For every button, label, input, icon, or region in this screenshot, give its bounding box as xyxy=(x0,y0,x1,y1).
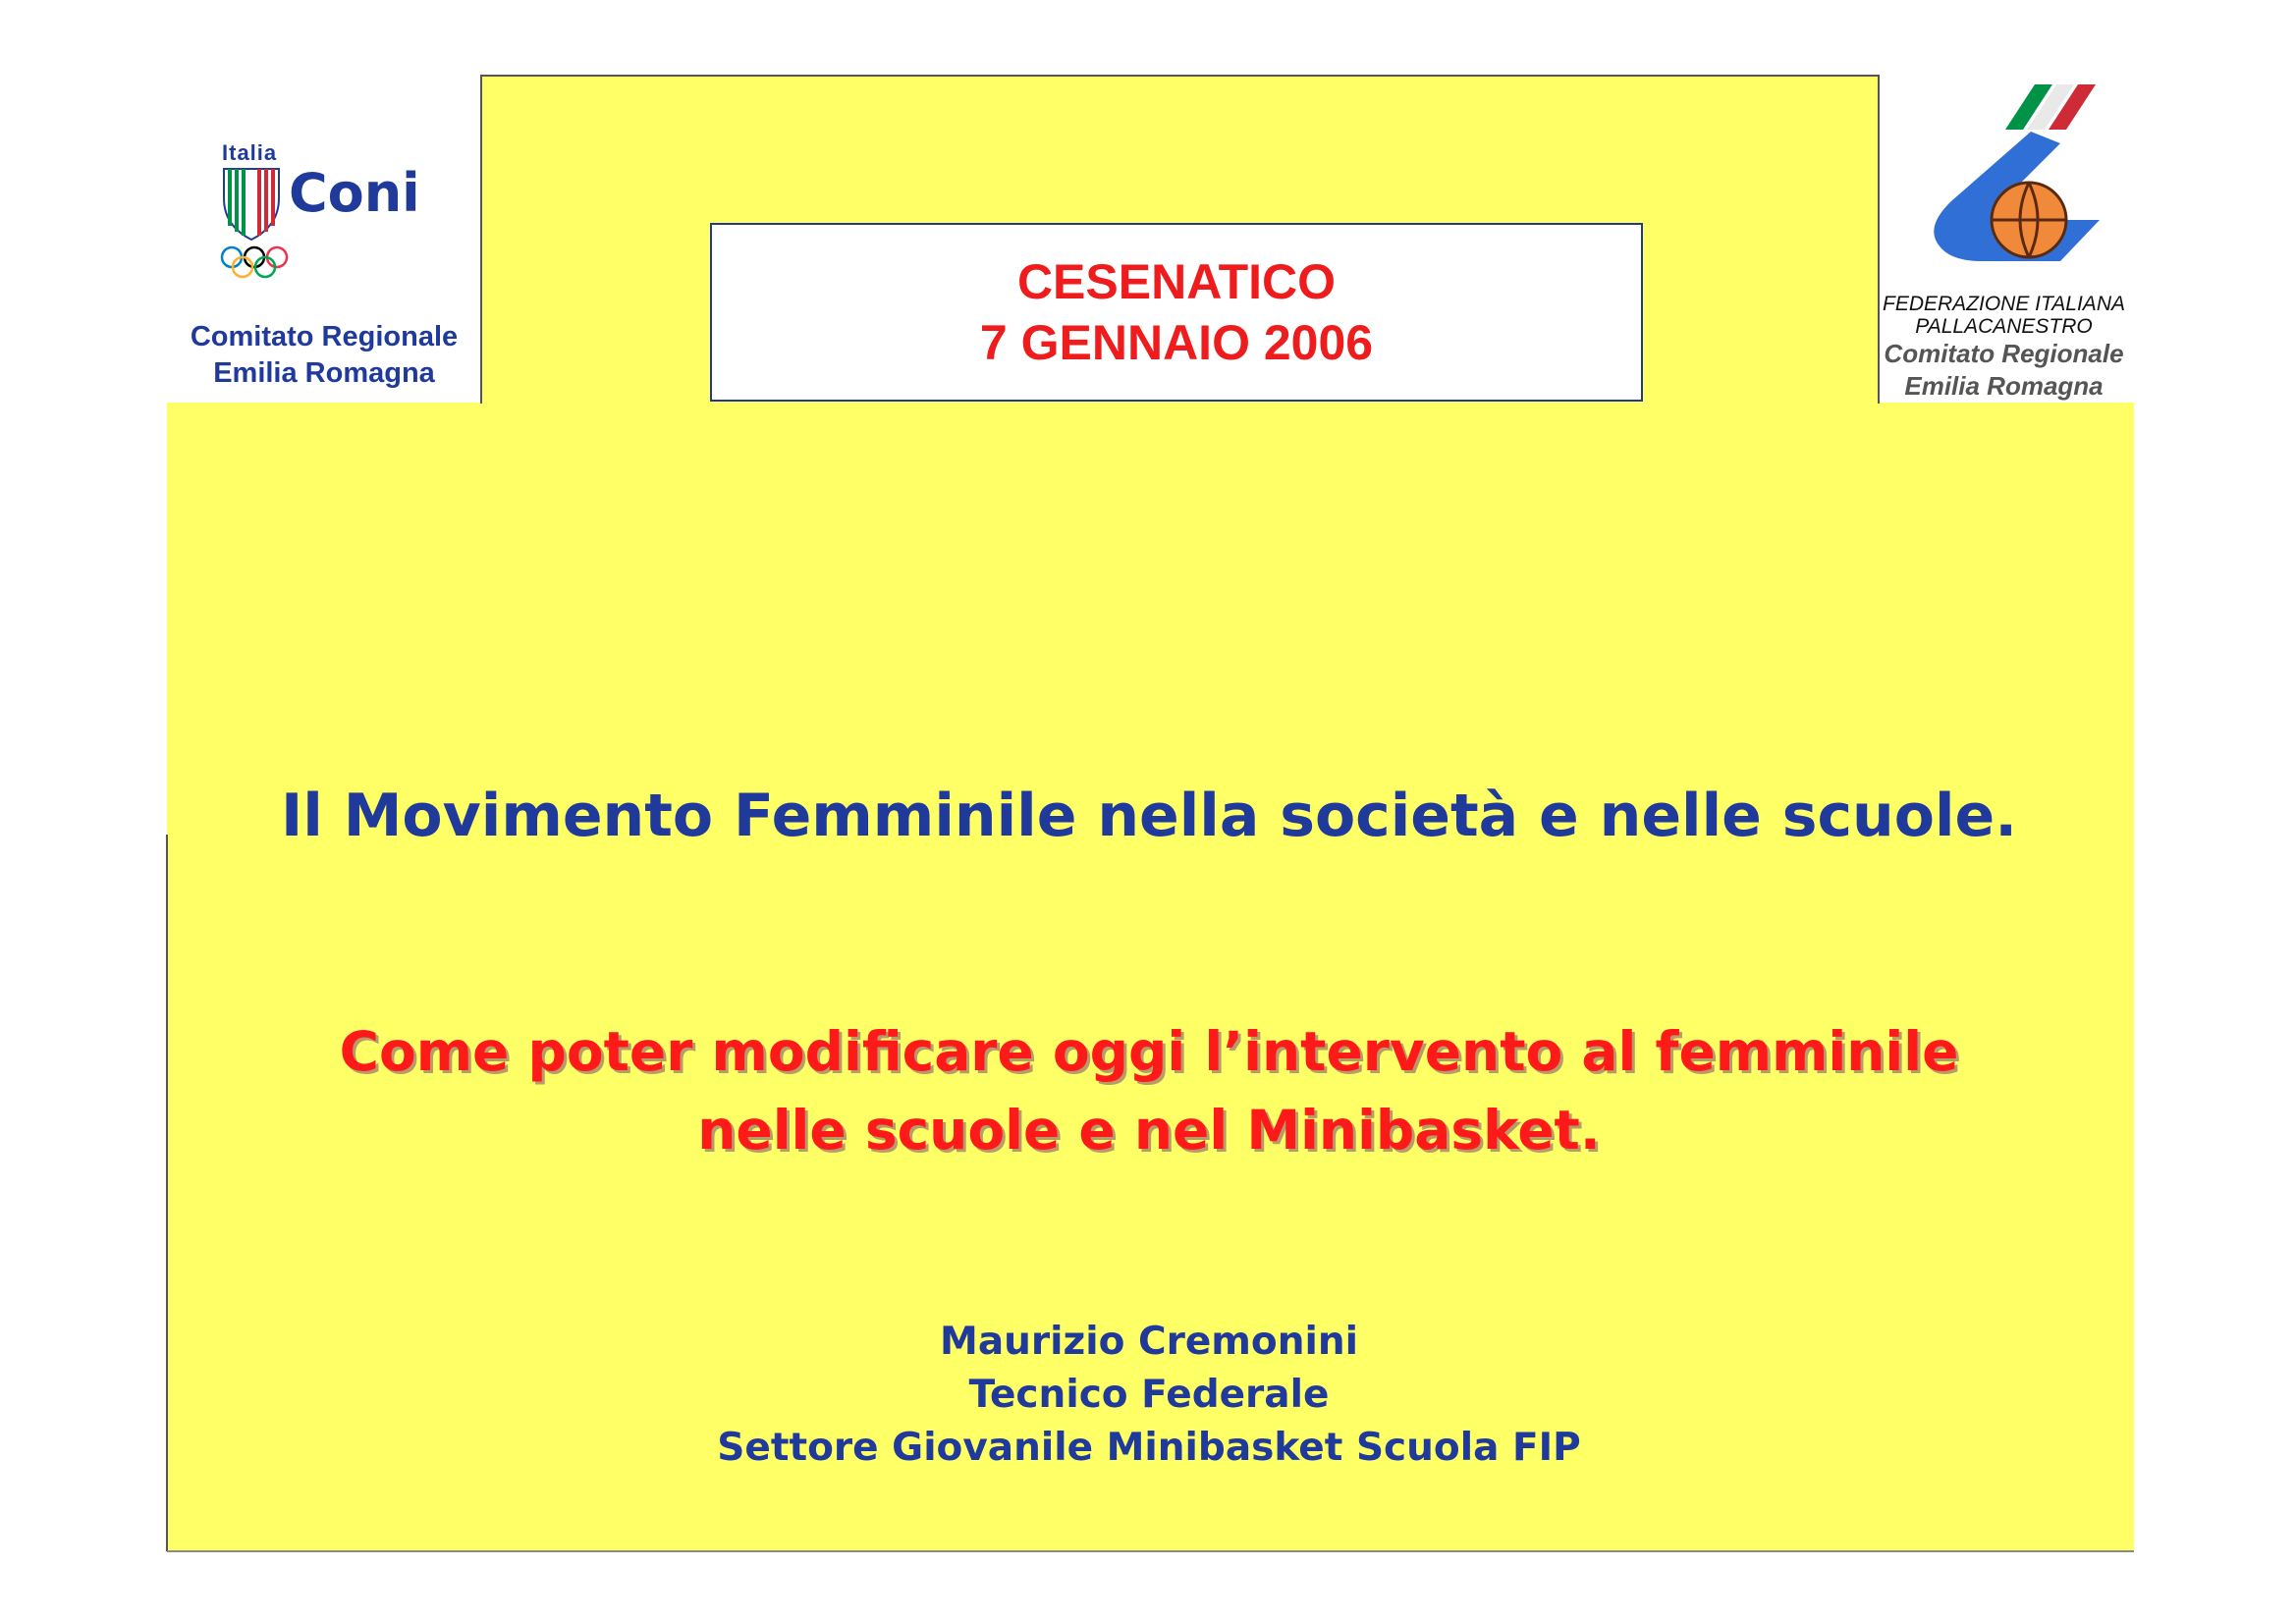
olympic-rings-icon xyxy=(222,247,287,277)
slide-subtitle-line2: nelle scuole e nel Minibasket. xyxy=(697,1099,1601,1162)
fip-committee-line1: Comitato Regionale xyxy=(1884,339,2124,368)
author-department: Settore Giovanile Minibasket Scuola FIP xyxy=(717,1426,1581,1470)
author-name: Maurizio Cremonini xyxy=(940,1320,1358,1364)
coni-committee-line1: Comitato Regionale xyxy=(190,321,459,352)
slide-heading: Il Movimento Femminile nella società e nelle scuole. xyxy=(280,782,2018,850)
fip-federation-line2: PALLACANESTRO xyxy=(1915,315,2093,338)
event-place: CESENATICO xyxy=(1016,254,1337,309)
fip-federation-line1: FEDERAZIONE ITALIANA xyxy=(1883,293,2125,315)
coni-logo-word: Coni xyxy=(289,162,420,224)
coni-shield-icon xyxy=(224,169,279,240)
frame-line-top xyxy=(481,75,1879,77)
coni-committee-label xyxy=(167,319,481,392)
coni-committee-line2: Emilia Romagna xyxy=(213,357,435,389)
fip-basketball-logo xyxy=(1913,73,2129,279)
coni-logo-top-word: Italia xyxy=(222,140,278,165)
frame-line-bottom xyxy=(167,1550,2134,1552)
author-role: Tecnico Federale xyxy=(968,1373,1330,1417)
italian-flag-stripes-icon xyxy=(2005,84,2096,130)
coni-logo-block xyxy=(167,128,481,403)
event-date-box xyxy=(710,223,1643,402)
fip-logo-block xyxy=(1874,69,2134,403)
event-date: 7 GENNAIO 2006 xyxy=(979,315,1374,370)
author-block xyxy=(167,1316,2131,1475)
fip-committee-line2: Emilia Romagna xyxy=(1904,371,2104,401)
slide-subtitle xyxy=(167,1012,2131,1169)
coni-logo xyxy=(218,135,454,293)
basketball-icon xyxy=(1992,183,2066,257)
fip-label xyxy=(1874,293,2134,403)
slide-subtitle-line1: Come poter modificare oggi l’intervento al femminile xyxy=(339,1020,1959,1083)
